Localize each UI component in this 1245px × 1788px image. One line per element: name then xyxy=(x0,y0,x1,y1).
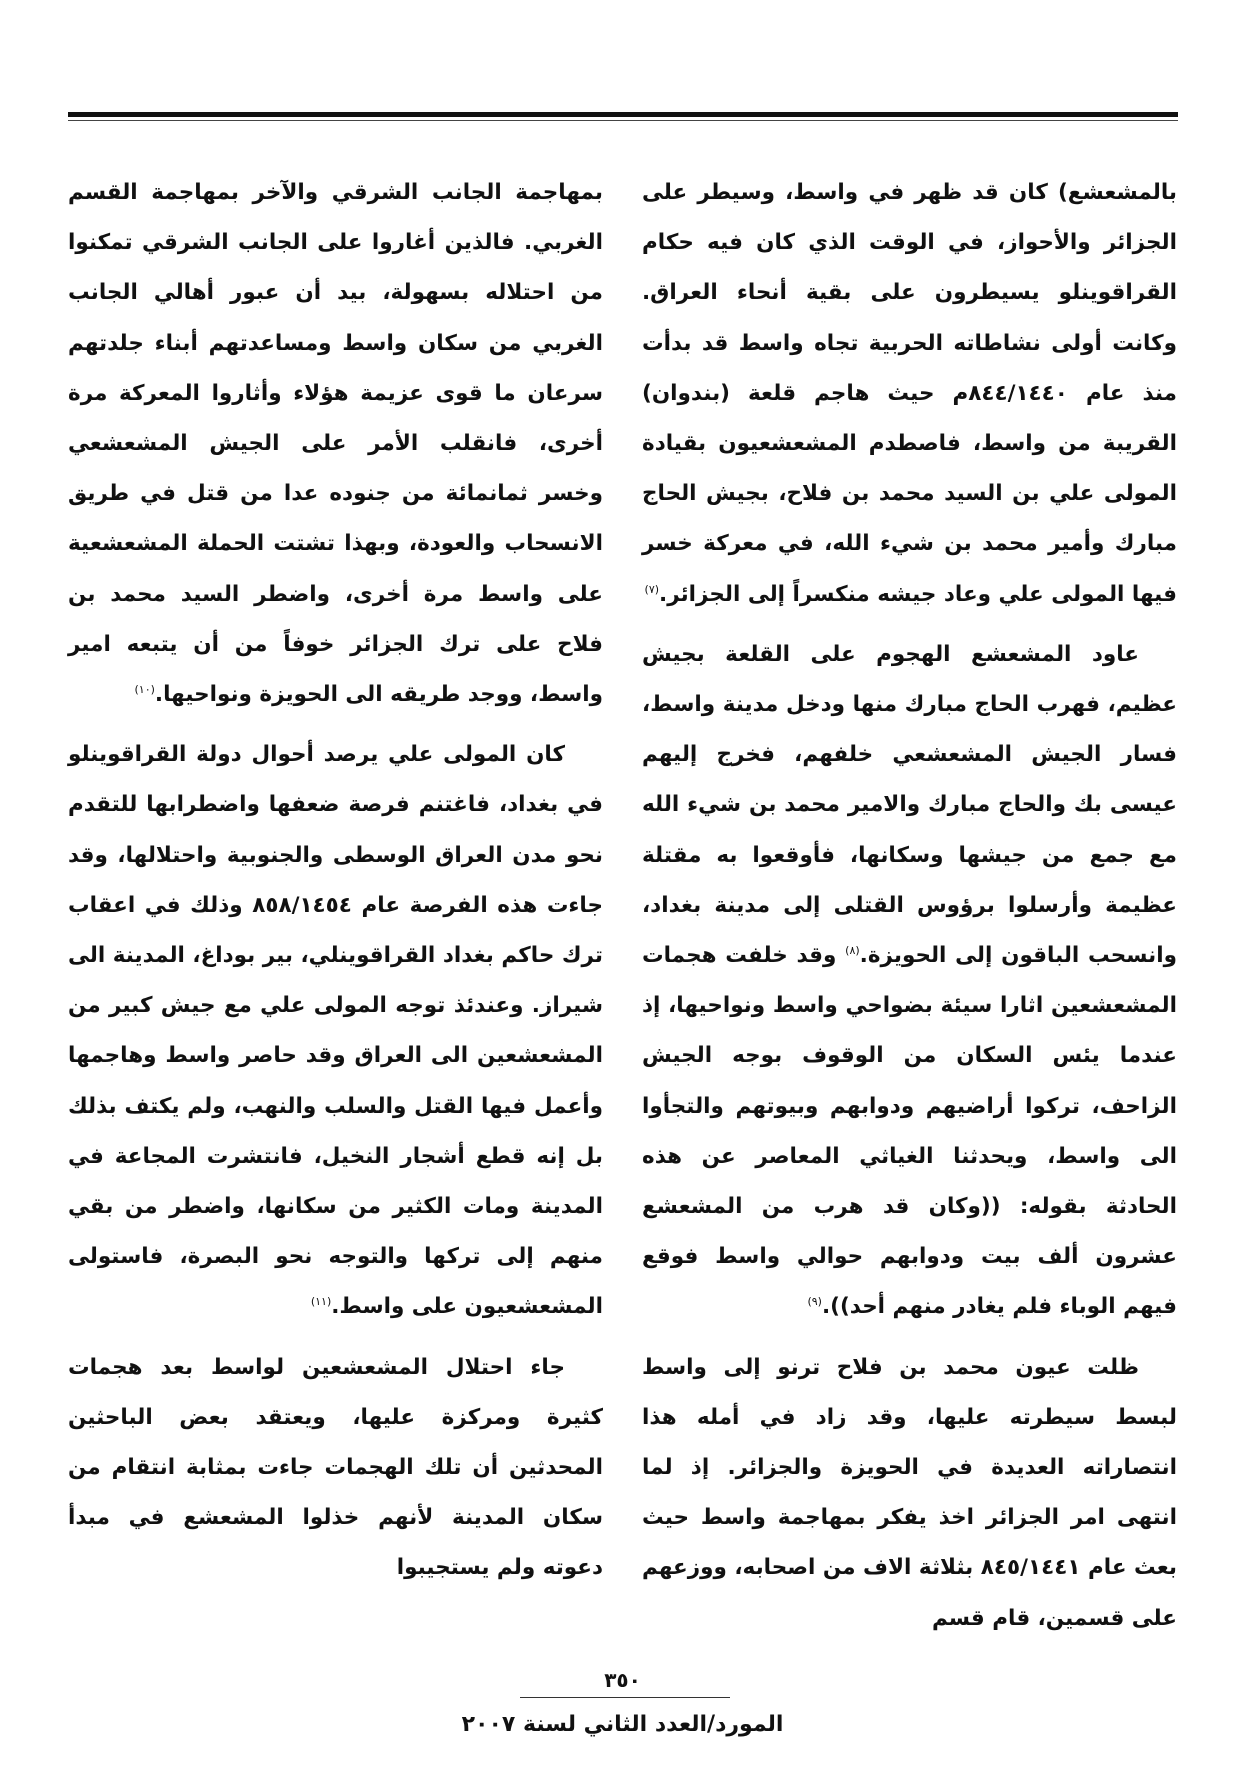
paragraph-text: عاود المشعشع الهجوم على القلعة بجيش عظيم، فهرب الحاج مبارك منها ودخل مدينة واسط، فسار الجيش المشعشعي خلفهم، فخرج إليهم عيسى بك والحاج مبارك والامير محمد بن شيء الله مع جمع من جيشها وسكانها، فأوقعوا به مقتلة عظيمة وأرسلوا برؤوس القتلى إلى مدينة بغداد، وانسحب الباقون إلى الحويزة. xyxy=(642,641,1177,969)
page-number: ٣٥٠ xyxy=(604,1668,641,1692)
paragraph-text: بمهاجمة الجانب الشرقي والآخر بمهاجمة القسم الغربي. فالذين أغاروا على الجانب الشرقي تمكنوا من احتلاله بسهولة، بيد أن عبور أهالي الجانب الغربي من سكان واسط ومساعدتهم أبناء جلدتهم سرعان ما قوى عزيمة هؤلاء وأثاروا المعركة مرة أخرى، فانقلب الأمر على الجيش المشعشعي وخسر ثمانمائة من جنوده عدا من قتل في طريق الانسحاب والعودة، وبهذا تشتت الحملة المشعشعية على واسط مرة أخرى، واضطر السيد محمد بن فلاح على ترك الجزائر خوفاً من أن يتبعه امير واسط، ووجد طريقه الى الحويزة ونواحيها. xyxy=(68,180,603,708)
paragraph-text: جاء احتلال المشعشعين لواسط بعد هجمات كثيرة ومركزة عليها، ويعتقد بعض الباحثين المحدثين أن تلك الهجمات جاءت بمثابة انتقام من سكان المدينة لأنهم خذلوا المشعشع في مبدأ دعوته ولم يستجيبوا xyxy=(68,1354,603,1581)
footnote-ref: (٨) xyxy=(845,943,860,957)
paragraph-text: ظلت عيون محمد بن فلاح ترنو إلى واسط لبسط سيطرته عليها، وقد زاد في أمله هذا انتصاراته العديدة في الحويزة والجزائر. إذ لما انتهى امر الجزائر اخذ يفكر بمهاجمة واسط حيث بعث عام ٨٤٥/١٤٤١ بثلاثة الاف من اصحابه، ووزعهم على قسمين، قام قسم xyxy=(642,1354,1177,1631)
footnote-ref: (٩) xyxy=(807,1295,822,1309)
paragraph-2 xyxy=(642,630,1177,1333)
footnote-ref: (٧) xyxy=(644,582,660,596)
paragraph-1 xyxy=(642,168,1177,620)
paragraph-text: بالمشعشع) كان قد ظهر في واسط، وسيطر على الجزائر والأحواز، في الوقت الذي كان فيه حكام القراقوينلو يسيطرون على بقية أنحاء العراق. وكانت أولى نشاطاته الحربية تجاه واسط قد بدأت منذ عام ٨٤٤/١٤٤٠م حيث هاجم قلعة (بندوان) القريبة من واسط، فاصطدم المشعشعيون بقيادة المولى علي بن السيد محمد بن فلاح، بجيش الحاج مبارك وأمير محمد بن شيء الله، في معركة خسر فيها المولى علي وعاد جيشه منكسراً إلى الجزائر. xyxy=(642,180,1177,607)
left-column xyxy=(68,168,603,1594)
header-rule xyxy=(68,112,1178,117)
paragraph-2 xyxy=(68,730,603,1332)
paragraph-text-continued: وقد خلفت هجمات المشعشعين اثارا سيئة بضواحي واسط ونواحيها، إذ عندما يئس السكان من الوقوف بوجه الجيش الزاحف، تركوا أراضيهم ودوابهم وبيوتهم والتجأوا الى واسط، ويحدثنا الغياثي المعاصر عن هذه الحادثة بقوله: ((وكان قد هرب من المشعشع عشرون ألف بيت ودوابهم حوالي واسط فوقع فيهم الوباء فلم يغادر منهم أحد)). xyxy=(642,943,1177,1320)
paragraph-1 xyxy=(68,168,603,720)
header-rule-thin xyxy=(68,120,1178,121)
paragraph-text: كان المولى علي يرصد أحوال دولة القراقوينلو في بغداد، فاغتنم فرصة ضعفها واضطرابها للتقدم نحو مدن العراق الوسطى والجنوبية واحتلالها، وقد جاءت هذه الفرصة عام ٨٥٨/١٤٥٤ وذلك في اعقاب ترك حاكم بغداد القراقوينلي، بير بوداغ، المدينة الى شيراز. وعندئذ توجه المولى علي مع جيش كبير من المشعشعين الى العراق وقد حاصر واسط وهاجمها وأعمل فيها القتل والسلب والنهب، ولم يكتف بذلك بل إنه قطع أشجار النخيل، فانتشرت المجاعة في المدينة ومات الكثير من سكانها، واضطر من بقي منهم إلى تركها والتوجه نحو البصرة، فاستولى المشعشعيون على واسط. xyxy=(68,742,603,1320)
footnote-ref: (١١) xyxy=(310,1295,332,1309)
paragraph-3 xyxy=(68,1343,603,1594)
right-column xyxy=(642,168,1177,1644)
paragraph-3 xyxy=(642,1343,1177,1644)
footer-rule xyxy=(520,1697,730,1698)
footnote-ref: (١٠) xyxy=(134,682,155,696)
journal-footer: المورد/العدد الثاني لسنة ٢٠٠٧ xyxy=(461,1712,784,1737)
